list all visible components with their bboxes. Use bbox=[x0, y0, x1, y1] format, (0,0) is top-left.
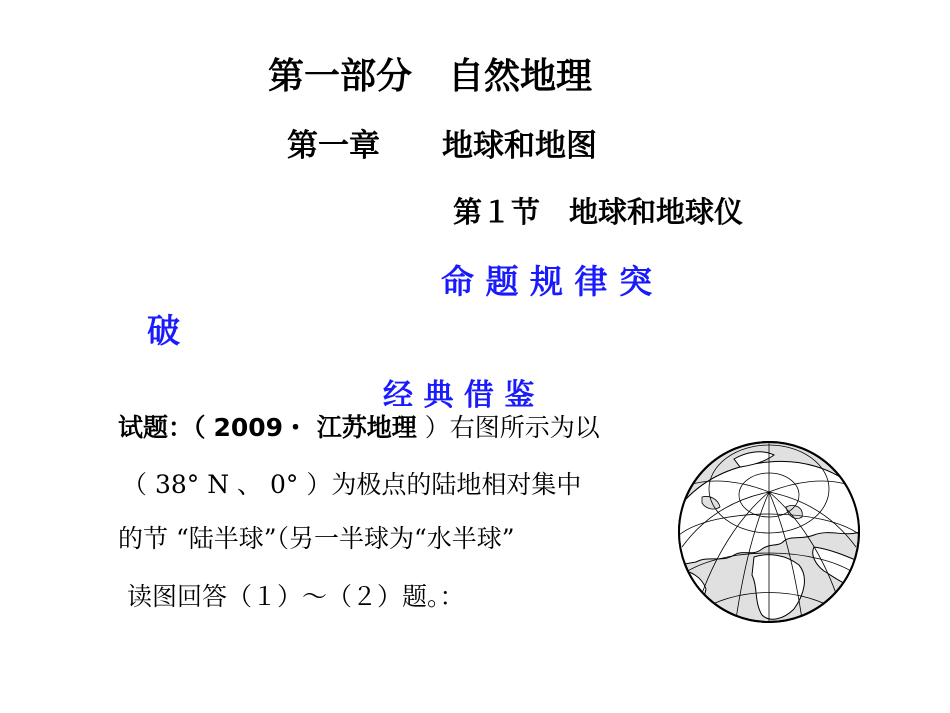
question-line-3: 的节 “陆半球”（另一半球为“水半球” bbox=[118, 524, 515, 553]
land-hemisphere-globe bbox=[674, 437, 864, 627]
classic-reference-heading: 经 典 借 鉴 bbox=[383, 378, 535, 413]
law-breakthrough-heading-line2: 破 bbox=[147, 311, 180, 350]
question-line-2: （ 38° N 、 0° ）为极点的陆地相对集中 bbox=[122, 470, 582, 499]
law-breakthrough-heading-line1: 命 题 规 律 突 bbox=[441, 262, 652, 301]
chapter-title: 第一章 地球和地图 bbox=[287, 128, 597, 164]
question-text: ）右图所示为以 bbox=[424, 413, 600, 442]
question-label: 试题：（ bbox=[118, 413, 206, 442]
question-line-1 bbox=[118, 408, 600, 444]
part-title: 第一部分 自然地理 bbox=[268, 56, 593, 97]
question-line-4: 读图回答（１）～（２）题。： bbox=[127, 582, 465, 611]
question-source: 2009・ 江苏地理 bbox=[213, 413, 417, 442]
section-title: 第１节 地球和地球仪 bbox=[453, 195, 744, 229]
